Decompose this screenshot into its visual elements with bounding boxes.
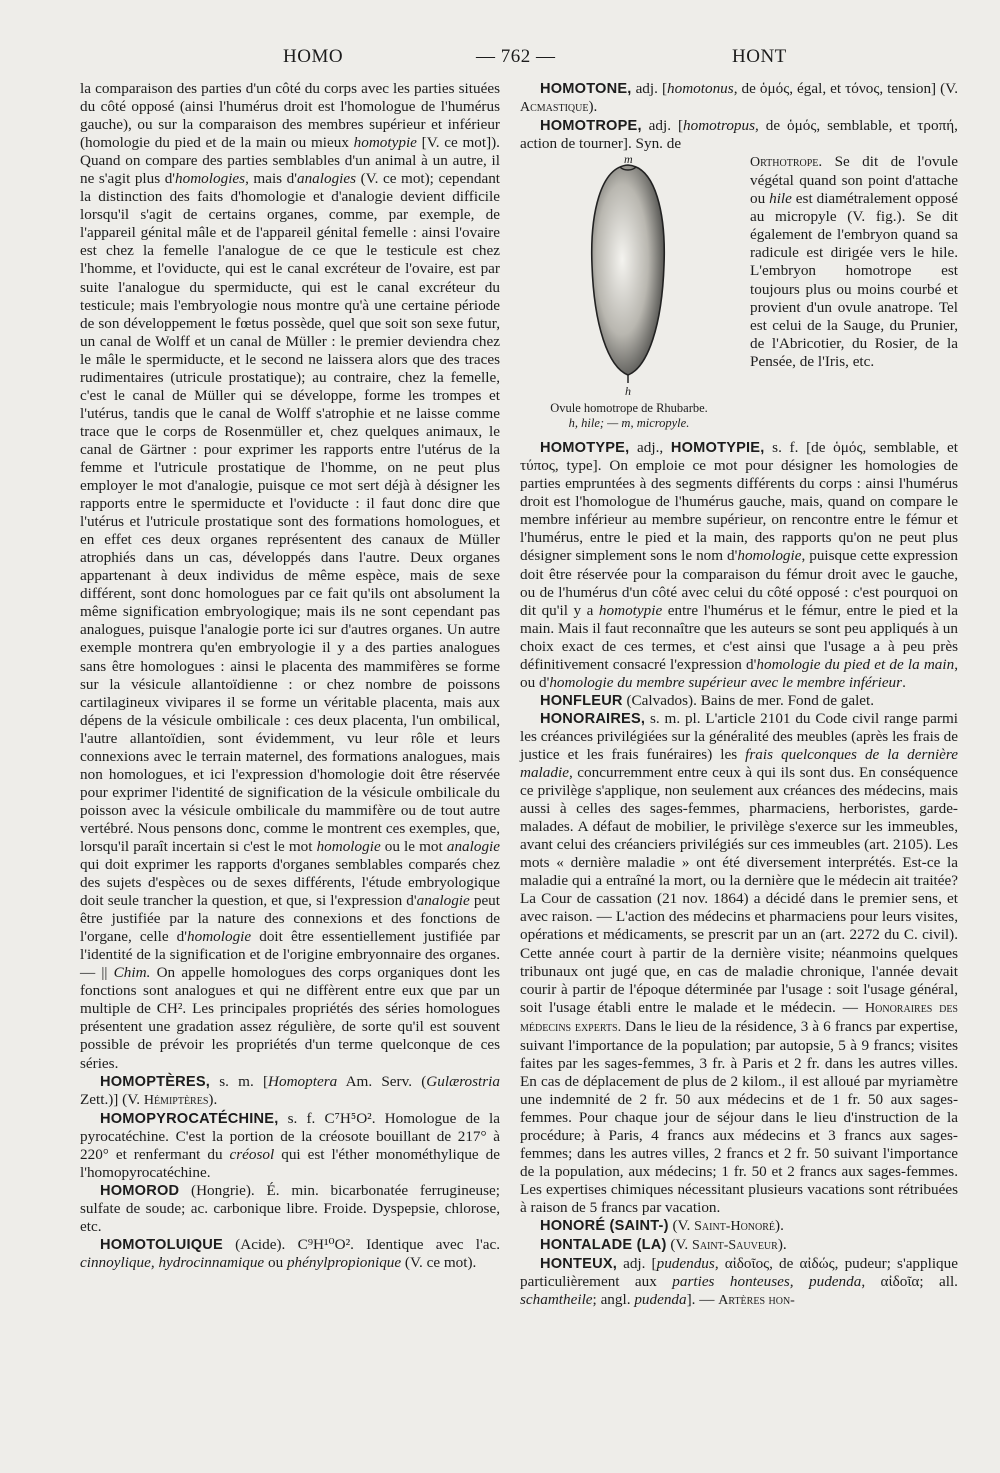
entry-homotone: HOMOTONE, adj. [homotonus, de ὁμός, égal, et τόνος, tension] (V. Acmastique). xyxy=(520,80,958,116)
homologie-continuation: la comparaison des parties d'un côté du corps avec les parties situées du côté opposé (ainsi l'humérus droit est l'homologue de l'humérus gauche), ou sur la comparaison des membres supérieur et inférieur (homologie du pied et de la main ou mieux homotypie [V. ce mot]). Quand on compare des parties semblables d'un animal à un autre, il ne s'agit plus d'homologies, mais d'analogies (V. ce mot); cependant la distinction des faits d'homologie et d'analogie devient difficile lorsqu'il s'agit de certains organes, comme, par exemple, de l'appareil génital mâle et de l'appareil génital femelle : ainsi l'ovaire est chez la femelle l'analogue de ce que le testicule est chez l'homme, et l'oviducte, qui est le canal excréteur de l'ovaire, est par suite l'analogue du spermiducte, qui est le canal excréteur du testicule; mais l'embryologie nous montre qu'à une certaine période de son développement le fœtus possède, quel que soit son sexe futur, un canal de Wolff et un canal de Müller : le premier deviendra chez le mâle le spermiducte, et le second ne laissera alors que des traces rudimentaires (utricule prostatique); au contraire, chez la femelle, c'est le canal de Müller qui se développe, forme les trompes et l'utérus, tandis que le canal de Wolff s'atrophie et ne laisse comme trace que le corps de Rosenmüller et, chez quelques animaux, le canal de Gärtner : pour exprimer les rapports entre l'utérus de la femme et l'utricule prostatique de l'homme, on ne peut plus employer le mot d'analogie, puisque ce mot sert déjà à désigner les rapports entre le spermiducte et l'oviducte : il faut donc dire que l'utérus et l'utricule prostatique sont des formations homologues, et en effet ces deux organes représentent des canaux de Müller atrophiés dans un cas, développés dans l'autre. Deux organes appartenant à deux individus de même espèce, mais de sexe différent, sont donc homologues par ce fait qu'ils ont absolument la même signification embryologique; mais ils ne sont cependant pas analogues, puisque l'analogie porte ici sur d'autres organes. Un autre exemple montrera qu'en embryologie il y a des parties analogues sans être homologues : ainsi le placenta des mammifères se forme sur la vésicule allantoïdienne : or chez nombre de poissons cartilagineux vivipares il se forme un véritable placenta, mais aux dépens de la vésicule ombilicale : ces deux placenta, l'un ombilical, l'autre allantoïdien, sont évidemment, vu leur rôle et leurs connexions avec le terrain maternel, des formations analogues, mais non homologues, et ici l'expression d'homologie doit être réservée pour exprimer l'identité de signification de la vésicule ombilicale du poisson avec la vésicule ombilicale du mammifère ou de tout autre vertébré. Nous pensons donc, comme le montrent ces exemples, que, lorsqu'il paraît incertain si c'est le mot homologie ou le mot analogie qui doit exprimer les rapports d'organes semblables comparés chez des sujets d'espèces ou de sexes différents, l'étude embryologique doit seule trancher la question, et que, si l'expression d'analogie peut être justifiée par la nature des connexions et des fonctions de l'organe, celle d'homologie doit être essentiellement justifiée par l'identité de la signification et de l'origine embryonnaire des organes. — || Chim. On appelle homologues des corps organiques dont les fonctions sont analogues et qui ne diffèrent entre eux que par un multiple de CH². Les principales propriétés des séries homologues présentent une gradation assez régulière, de sorte qu'il est souvent possible de prévoir les propriétés d'un terme quelconque de ces séries. xyxy=(80,80,501,1072)
headword: HOMOPYROCATÉCHINE, xyxy=(100,1110,279,1127)
entry-honore: HONORÉ (SAINT-) (V. Saint-Honoré). xyxy=(540,1217,784,1235)
ovule-illustration xyxy=(516,155,742,399)
entry-honteux: HONTEUX, adj. [pudendus, αἰδοῖος, de αἰδώς, pudeur; s'applique particulièrement aux parties honteuses, pudenda, αἰδοῖα; all. schamtheile; angl. pudenda]. — Artères hon- xyxy=(520,1255,958,1309)
headword: HONORAIRES, xyxy=(540,710,646,727)
figure-label-h: h xyxy=(625,384,631,399)
header-left-guide-word: HOMO xyxy=(283,46,344,67)
right-column xyxy=(520,80,958,1310)
entry-honoraires: HONORAIRES, s. m. pl. L'article 2101 du Code civil range parmi les créances privilégiées sur la généralité des meubles (après les frais de justice et les frais funéraires) les frais quelconques de la dernière maladie, concurremment entre ceux à qui ils sont dus. En conséquence ce privilège s'applique, non seulement aux créances des médecins, mais aussi à celles des sages-femmes, pharmaciens, herboristes, garde-malades. A défaut de mobilier, le privilège s'exerce sur les immeubles, avant celui des créanciers privilégiés sur ces immeubles (art. 2105). Les mots « dernière maladie » ont été diversement interprétés. Est-ce la maladie qui a entraîné la mort, ou la dernière que le médecin ait traitée? La Cour de cassation (21 nov. 1864) a décidé dans le premier sens, et avec raison. — L'action des médecins et pharmaciens pour leurs visites, opérations et médicaments, se prescrit par un an (art. 2272 du C. civil). Cette année court à partir de la dernière visite; néanmoins quelques tribunaux ont jugé que, en cas de maladie chronique, l'année devait courir à partir de l'époque déterminée par l'usage : soit l'usage général, soit l'usage établi entre le malade et le médecin. — Honoraires des médecins experts. Dans le lieu de la résidence, 3 à 6 francs par expertise, suivant l'importance de la population; par autopsie, 5 à 9 francs; visites faites par les sages-femmes, 3 fr. à Paris et 2 fr. dans les autres villes. En cas de déplacement de plus de 2 kilom., il est alloué par myriamètre une indemnité de 2 fr. 50 aux médecins et de 1 fr. 50 aux sages-femmes. Pour chaque jour de séjour dans le lieu d'instruction de la procédure; à Paris, 4 francs aux médecins et 3 francs aux sages-femmes; dans les autres villes, 2 francs et 2 fr. 50 suivant l'importance de la population, aux médecins; 1 fr. 50 et 2 francs aux sages-femmes. Les expertises chimiques nécessitant plusieurs vacations sont rétribuées à raison de 5 francs par vacation. xyxy=(520,709,958,1217)
headword: HOMOTYPIE, xyxy=(670,440,765,457)
figure-label-m: m xyxy=(624,155,633,167)
entry-homorod: HOMOROD (Hongrie). É. min. bicarbonatée ferrugineuse; sulfate de soude; ac. carbonique libre. Froide. Dyspepsie, chlorose, etc. xyxy=(80,1181,500,1235)
headword: HOMOTOLUIQUE xyxy=(100,1237,223,1253)
entry-hontalade: HONTALADE (LA) (V. Saint-Sauveur). xyxy=(540,1236,787,1254)
headword: HONTALADE (LA) xyxy=(540,1237,667,1254)
headword: HOMOTONE, xyxy=(540,81,632,97)
left-column xyxy=(80,80,500,1272)
headword: HONTEUX, xyxy=(540,1256,618,1273)
headword: HONORÉ (SAINT-) xyxy=(540,1218,669,1235)
entry-homopyrocatechine: HOMOPYROCATÉCHINE, s. f. C⁷H⁵O². Homologue de la pyrocatéchine. C'est la portion de la créosote bouillant de 217° à 220° et renfermant du créosol qui est l'éther monométhylique de l'homopyrocatéchine. xyxy=(80,1109,500,1181)
headword: HOMOTROPE, xyxy=(540,118,642,135)
caption-legend: h, hile; — m, micropyle. xyxy=(568,416,690,431)
headword: HOMOTYPE, xyxy=(540,440,630,457)
figure-caption xyxy=(516,401,742,431)
header-right-guide-word: HONT xyxy=(732,46,787,67)
entry-homotrope-continued: Orthotrope. Se dit de l'ovule végétal quand son point d'attache ou hile est diamétralement opposé au micropyle (V. fig.). Se dit également de l'embryon quand sa radicule est dirigée vers le hile. L'embryon homotrope est toujours plus ou moins courbé et provient d'un ovule anatrope. Tel est celui de la Sauge, du Prunier, de l'Abricotier, du Rosier, de la Pensée, de l'Iris, etc. xyxy=(750,153,958,370)
headword: HOMOROD xyxy=(100,1182,180,1199)
page-number: — 762 — xyxy=(476,46,556,67)
entry-homotoluique: HOMOTOLUIQUE (Acide). C⁹H¹⁰O². Identique avec l'ac. cinnoylique, hydrocinnamique ou phénylpropionique (V. ce mot). xyxy=(80,1236,500,1272)
entry-homotype: HOMOTYPE, adj., HOMOTYPIE, s. f. [de ὁμός, semblable, et τύπος, type]. On emploie ce mot pour désigner les homologies de parties empruntées à des segments différents du corps : ainsi l'humérus droit est l'homologue de l'humérus gauche, mais, quand on compare le membre inférieur au membre supérieur, on rencontre entre le fémur et l'humérus, entre le pied et la main, des rapports qu'on ne peut plus désigner simplement sons le nom d'homologie, puisque cette expression doit être réservée pour la comparaison du fémur droit avec le gauche, ou de l'humérus d'un côté avec celui du côté opposé : c'est pourquoi on dit qu'il y a homotypie entre l'humérus et le fémur, entre le pied et la main. Mais il faut reconnaître que les auteurs se sont peu appliqués à un choix exact de ces termes, et c'est ainsi que l'usage a à peu près définitivement consacré l'expression d'homologie du pied et de la main, ou d'homologie du membre supérieur avec le membre inférieur. xyxy=(520,439,959,691)
running-header xyxy=(0,40,1000,70)
headword: HOMOPTÈRES, xyxy=(100,1073,211,1090)
entry-homopteres: HOMOPTÈRES, s. m. [Homoptera Am. Serv. (Gulærostria Zett.)] (V. Hémiptères). xyxy=(80,1072,500,1108)
entry-homotrope: HOMOTROPE, adj. [homotropus, de ὁμός, semblable, et τροπή, action de tourner]. Syn. de xyxy=(520,117,958,153)
headword: HONFLEUR xyxy=(540,692,623,709)
entry-honfleur: HONFLEUR (Calvados). Bains de mer. Fond de galet. xyxy=(540,691,875,709)
caption-title: Ovule homotrope de Rhubarbe. xyxy=(550,401,708,416)
ovule-figure xyxy=(516,155,742,435)
